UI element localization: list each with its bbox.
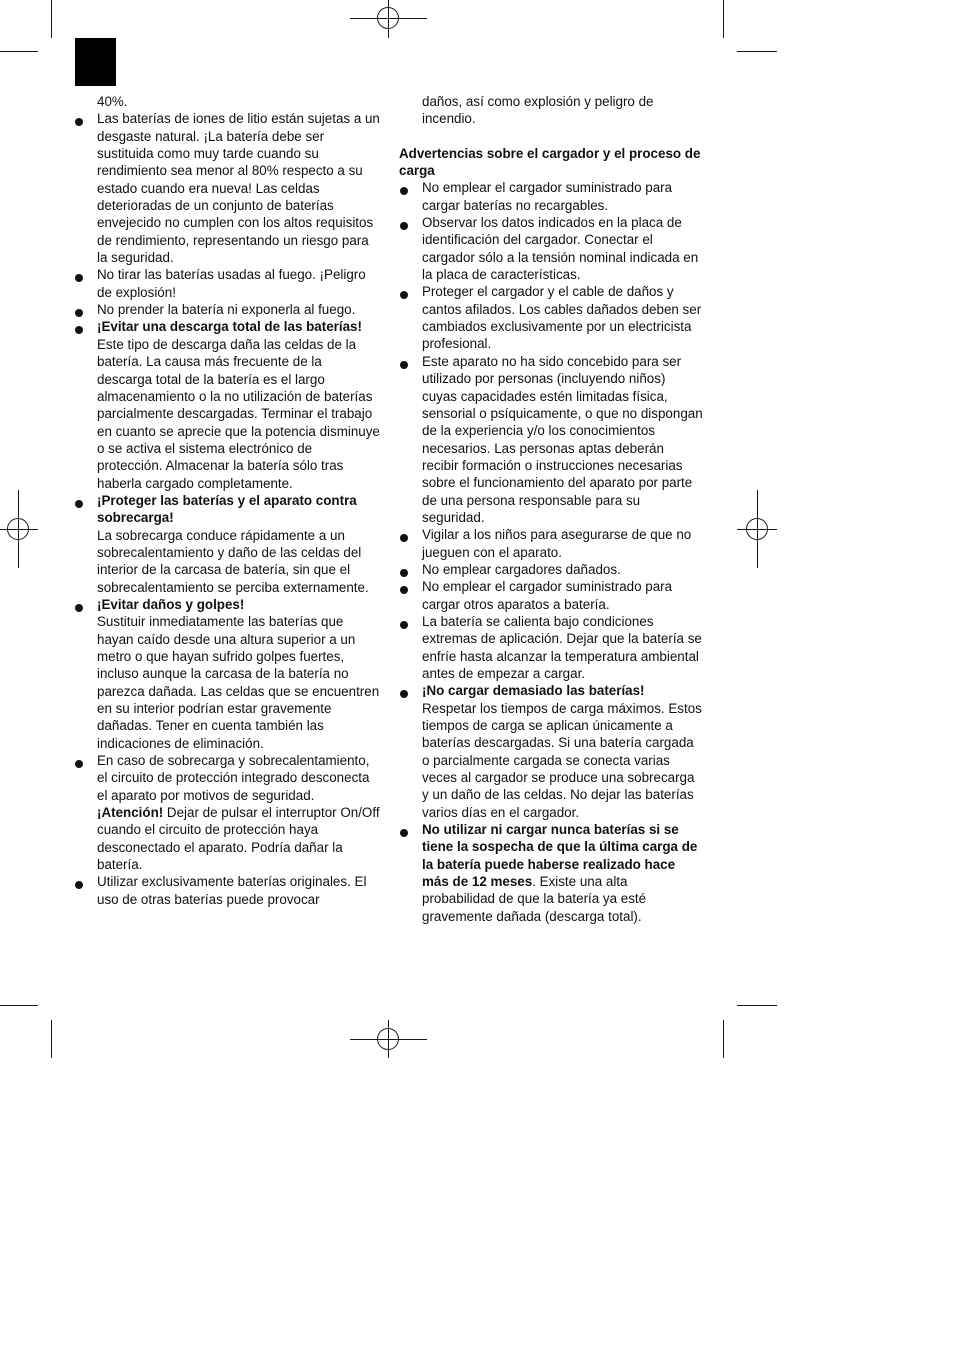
item-text: Dejar de pulsar el interruptor On/Off cuando el circuito de protección haya desconectado el aparato. Podría dañar la batería. [97, 805, 380, 873]
crop-mark [51, 1020, 52, 1058]
item-emphasis: ¡Atención! [97, 805, 164, 821]
registration-circle-icon [377, 1028, 399, 1050]
chapter-tab-marker [75, 38, 116, 86]
list-item: La batería se calienta bajo condiciones extremas de aplicación. Dejar que la batería se enfríe hasta alcanzar la temperatura ambiental antes de empezar a cargar. [399, 613, 704, 682]
list-item: No emplear cargadores dañados. [399, 561, 704, 578]
list-item: Las baterías de iones de litio están sujetas a un desgaste natural. ¡La batería debe ser sustituida como muy tarde cuando su rendimiento sea menor al 80% respecto a su estado cuando era nueva! Las celdas deterioradas de un conjunto de baterías envejecido no cumplen con los altos requisitos de rendimiento, representando un riesgo para la seguridad. [74, 110, 380, 266]
list-item [74, 752, 380, 873]
crop-mark [737, 1005, 777, 1006]
item-title: ¡Evitar daños y golpes! [97, 596, 245, 612]
list-item [399, 682, 704, 821]
item-text: La sobrecarga conduce rápidamente a un sobrecalentamiento y daño de las celdas del interior de la carcasa de batería, sin que el sobrecalentamiento se perciba externamente. [97, 527, 369, 595]
registration-circle-icon [7, 518, 29, 540]
list-item [74, 596, 380, 752]
list-item: Observar los datos indicados en la placa de identificación del cargador. Conectar el cargador sólo a la tensión nominal indicada en la placa de características. [399, 214, 704, 283]
item-emphasis: No utilizar ni cargar nunca baterías si se tiene la sospecha de que la última carga de la batería puede haberse realizado hace más de 12 meses [422, 822, 698, 890]
item-title: ¡Evitar una descarga total de las baterías! [97, 319, 362, 335]
continued-text: 40%. [97, 94, 128, 109]
crop-mark [737, 51, 777, 52]
list-item: Utilizar exclusivamente baterías originales. El uso de otras baterías puede provocar [74, 873, 380, 908]
right-column [399, 93, 704, 925]
item-text: . Existe una alta probabilidad de que la batería ya esté gravemente dañada (descarga total). [422, 874, 647, 924]
crop-mark [723, 0, 724, 38]
list-item: Vigilar a los niños para asegurarse de que no jueguen con el aparato. [399, 526, 704, 561]
section-heading: Advertencias sobre el cargador y el proceso de carga [399, 145, 701, 179]
list-item: No prender la batería ni exponerla al fuego. [74, 301, 380, 318]
crop-mark [723, 1020, 724, 1058]
left-column [74, 93, 380, 908]
item-title: ¡Proteger las baterías y el aparato contra sobrecarga! [97, 492, 357, 526]
item-text: Sustituir inmediatamente las baterías que hayan caído desde una altura superior a un metro o que hayan sufrido golpes fuertes, incluso aunque la carcasa de la batería no parezca dañada. Las celdas que se encuentren en su interior podrían estar gravemente dañadas. Tener en cuenta también las indicaciones de eliminación. [97, 614, 380, 751]
list-item [74, 318, 380, 491]
registration-circle-icon [377, 7, 399, 29]
list-item: No emplear el cargador suministrado para cargar otros aparatos a batería. [399, 578, 704, 613]
list-item: No tirar las baterías usadas al fuego. ¡Peligro de explosión! [74, 266, 380, 301]
list-item [399, 821, 704, 925]
item-text: Este tipo de descarga daña las celdas de la batería. La causa más frecuente de la descarga total de la batería es el largo almacenamiento o la no utilización de baterías parcialmente descargadas. Terminar el trabajo en cuanto se aprecie que la potencia disminuye o se activa el sistema electrónico de protección. Almacenar la batería sólo tras haberla cargado completamente. [97, 336, 380, 491]
continued-text: daños, así como explosión y peligro de incendio. [422, 94, 654, 127]
list-item: Proteger el cargador y el cable de daños y cantos afilados. Los cables dañados deben ser cambiados exclusivamente por un electricista profesional. [399, 283, 704, 352]
list-item: No emplear el cargador suministrado para cargar baterías no recargables. [399, 179, 704, 214]
list-item: Este aparato no ha sido concebido para ser utilizado por personas (incluyendo niños) cuyas capacidades estén limitadas física, sensorial o psíquicamente, o que no dispongan de la experiencia y/o los conocimientos necesarios. Las personas aptas deberán recibir formación o instrucciones necesarias sobre el funcionamiento del aparato por parte de una persona responsable para su seguridad. [399, 353, 704, 526]
registration-circle-icon [746, 518, 768, 540]
crop-mark [0, 51, 38, 52]
item-text: Respetar los tiempos de carga máximos. Estos tiempos de carga se aplican únicamente a baterías descargadas. Si una batería cargada o parcialmente cargada se conecta varias veces al cargador se produce una sobrecarga y un daño de las celdas. No dejar las baterías varios días en el cargador. [422, 700, 702, 820]
crop-mark [0, 1005, 38, 1006]
list-item [74, 492, 380, 596]
item-title: ¡No cargar demasiado las baterías! [422, 683, 645, 699]
item-text: En caso de sobrecarga y sobrecalentamiento, el circuito de protección integrado desconecta el aparato por motivos de seguridad. [97, 753, 370, 803]
crop-mark [51, 0, 52, 38]
